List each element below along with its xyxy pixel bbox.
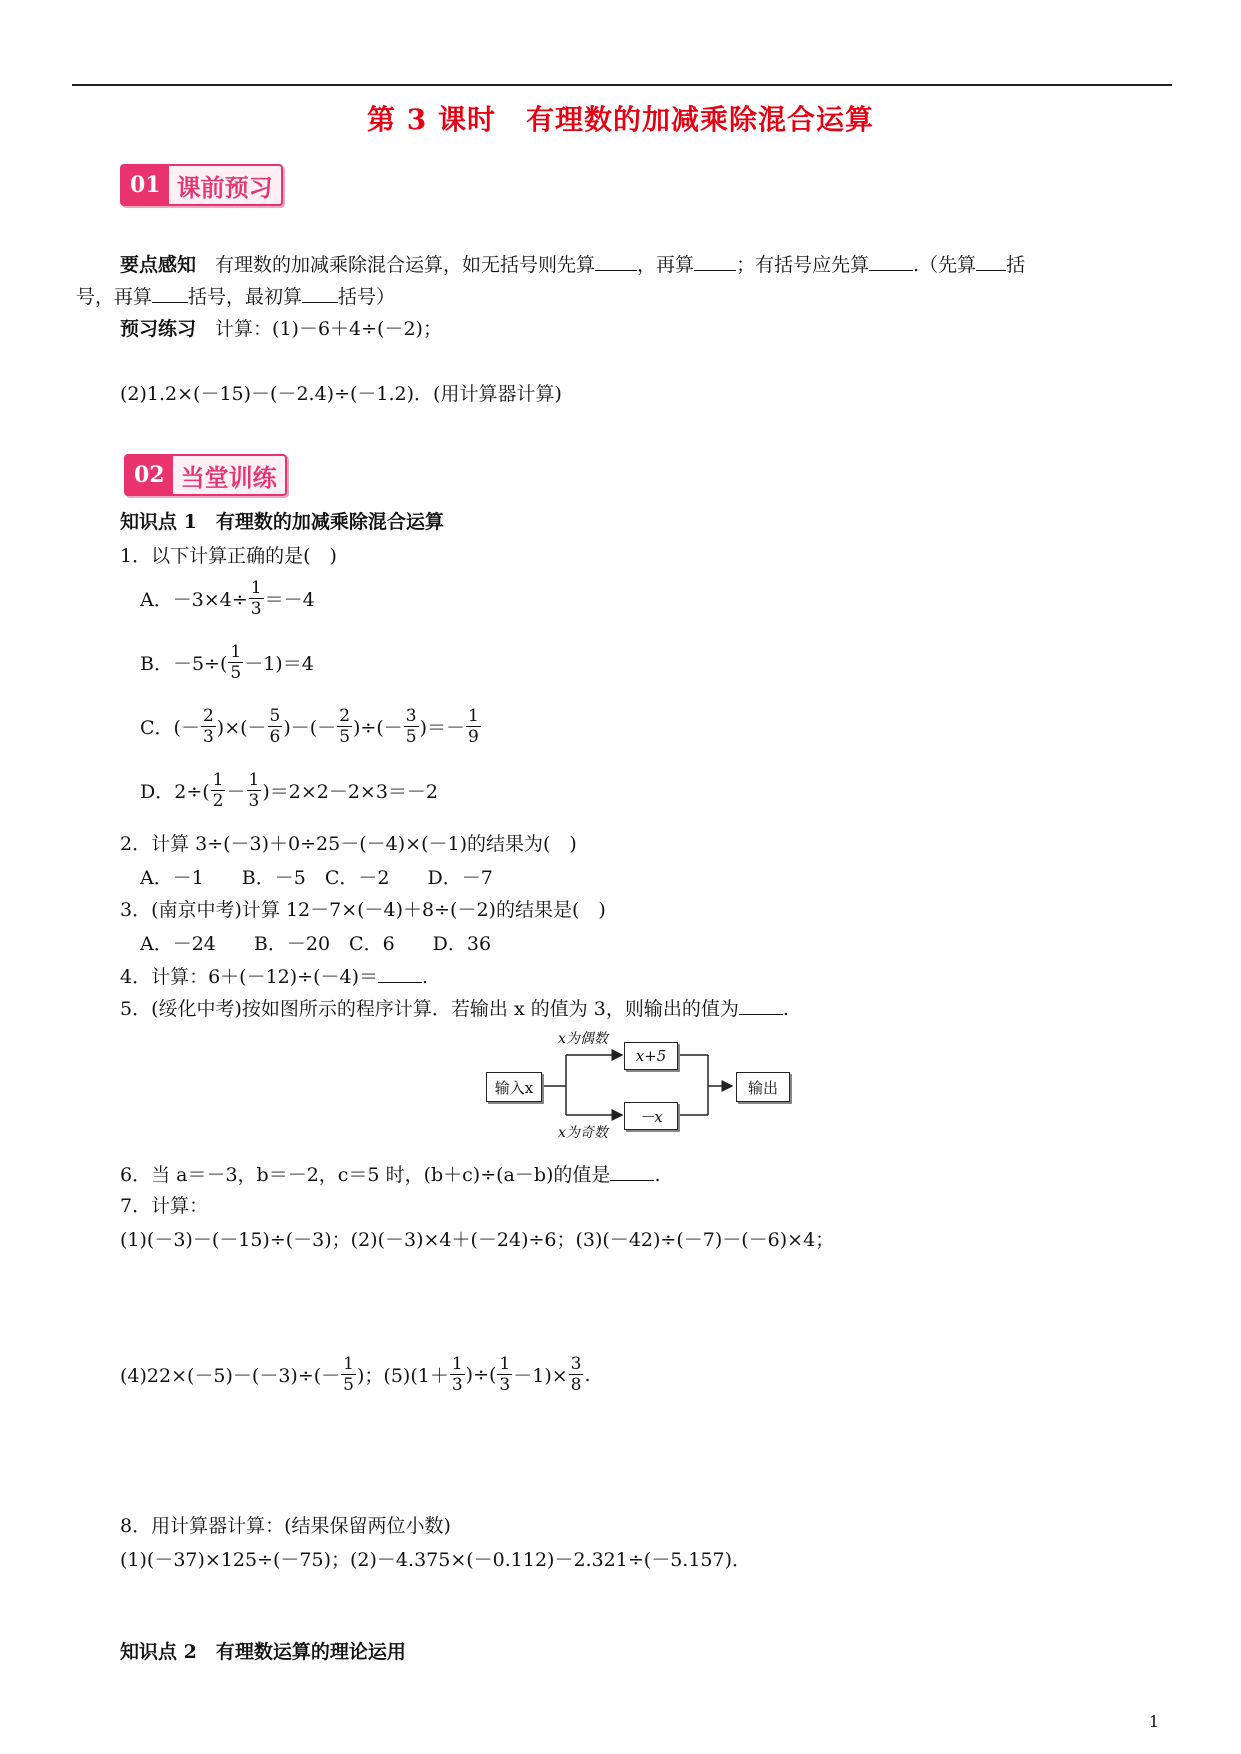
section-number: 02: [126, 456, 173, 494]
numerator: 1: [248, 770, 260, 790]
blank[interactable]: [152, 284, 188, 303]
text: )＝2×2－2×3＝－2: [262, 781, 439, 803]
numerator: 2: [339, 706, 351, 726]
text: －1)＝4: [244, 653, 314, 675]
text: C．(－: [140, 717, 200, 739]
numerator: 1: [212, 770, 224, 790]
flowchart: [486, 1028, 796, 1140]
question-1-stem: 1．以下计算正确的是( ): [120, 545, 337, 567]
blank[interactable]: [595, 252, 637, 271]
blank[interactable]: [869, 252, 913, 271]
text: .: [584, 1363, 591, 1386]
odd-label: x为奇数: [558, 1125, 608, 1141]
numerator: 3: [570, 1354, 582, 1374]
q1-option-a[interactable]: [140, 578, 315, 619]
numerator: 1: [499, 1354, 511, 1374]
input-box: 输入x: [486, 1072, 542, 1102]
fraction: [211, 770, 226, 811]
text: B．－5÷(: [140, 653, 228, 675]
denominator: 3: [250, 599, 262, 619]
text: ；有括号应先算: [736, 254, 870, 276]
lesson-number: 第 3 课时: [367, 103, 496, 136]
key-points-label: 要点感知: [120, 254, 197, 276]
text: .: [422, 966, 429, 988]
q1-option-b[interactable]: [140, 642, 314, 683]
blank[interactable]: [694, 252, 736, 271]
blank[interactable]: [302, 284, 338, 303]
text: D．2÷(: [140, 781, 210, 803]
section-label: 课前预习: [176, 172, 273, 202]
text: )÷(: [465, 1363, 497, 1386]
text: .（先算: [913, 254, 977, 276]
q1-option-c[interactable]: [140, 706, 482, 747]
fraction: [268, 706, 283, 747]
section-badge-preview: [120, 164, 283, 206]
numerator: 1: [451, 1354, 463, 1374]
text: －1)×: [513, 1365, 568, 1387]
section-label: 当堂训练: [180, 462, 277, 492]
text: 括号，最初算: [188, 286, 303, 308]
output-box: 输出: [736, 1072, 790, 1102]
question-3-options[interactable]: A．－24 B．－20 C．6 D．36: [140, 933, 492, 955]
denominator: 3: [499, 1375, 511, 1395]
fraction: [569, 1354, 584, 1395]
answer-blank[interactable]: [378, 964, 422, 983]
fraction: [249, 578, 264, 619]
fraction: [228, 642, 243, 683]
key-points-line2: [76, 284, 395, 309]
fraction: [201, 706, 216, 747]
page-title: [0, 98, 1241, 138]
denominator: 6: [269, 727, 281, 747]
question-2-options[interactable]: A．－1 B．－5 C．－2 D．－7: [140, 867, 493, 889]
text: 括: [1006, 254, 1026, 276]
section-badge-practice: [124, 454, 287, 496]
section-number: 01: [122, 166, 169, 204]
top-rule: [72, 84, 1172, 86]
numerator: 1: [230, 642, 242, 662]
numerator: 3: [405, 706, 417, 726]
question-8-stem: 8．用计算器计算：(结果保留两位小数): [120, 1515, 451, 1537]
denominator: 8: [570, 1375, 582, 1395]
question-7-parts-1-3: (1)(－3)－(－15)÷(－3)；(2)(－3)×4＋(－24)÷6；(3)(－42)÷(－7)－(－6)×4；: [120, 1229, 835, 1251]
numerator: 1: [343, 1354, 354, 1374]
fraction: [337, 706, 352, 747]
text: 有理数的加减乘除混合运算，如无括号则先算: [215, 254, 596, 276]
denominator: 2: [212, 791, 224, 811]
odd-op-box: －x: [624, 1102, 678, 1130]
numerator: 5: [269, 706, 281, 726]
numerator: 1: [468, 706, 479, 726]
text: )÷(－: [353, 717, 403, 739]
text: )×(－: [216, 717, 267, 739]
text: A．－3×4÷: [140, 589, 248, 611]
key-points-line1: [120, 252, 1025, 277]
denominator: 5: [405, 727, 417, 747]
blank[interactable]: [976, 252, 1006, 271]
question-3-stem: 3．(南京中考)计算 12－7×(－4)＋8÷(－2)的结果是( ): [120, 899, 606, 921]
text: 括号）: [338, 286, 396, 308]
denominator: 3: [248, 791, 260, 811]
denominator: 5: [343, 1375, 354, 1395]
text: 4．计算：6＋(－12)÷(－4)＝: [120, 966, 379, 988]
text: .: [654, 1164, 661, 1186]
text: ，再算: [637, 254, 695, 276]
numerator: 2: [202, 706, 214, 726]
text: 号，再算: [76, 286, 153, 308]
fraction: [404, 706, 419, 747]
question-8-parts: (1)(－37)×125÷(－75)；(2)－4.375×(－0.112)－2.321÷(－5.157)．: [120, 1549, 751, 1571]
knowledge-point-1: 知识点 1 有理数的加减乘除混合运算: [120, 511, 444, 533]
fraction: [450, 1354, 465, 1395]
fraction: [497, 1354, 512, 1395]
question-4: [120, 964, 428, 989]
denominator: 3: [451, 1375, 463, 1395]
lesson-title: 有理数的加减乘除混合运算: [525, 103, 874, 136]
q1-option-d[interactable]: [140, 770, 438, 811]
denominator: 5: [230, 663, 242, 683]
text: －: [226, 781, 246, 803]
fraction: [341, 1354, 356, 1395]
denominator: 5: [339, 727, 351, 747]
denominator: 9: [468, 727, 479, 747]
preview-practice: [120, 317, 442, 341]
text: 6．当 a＝－3，b＝－2，c＝5 时，(b＋c)÷(a－b)的值是: [120, 1164, 611, 1186]
text: )；(5)(1＋: [357, 1365, 449, 1387]
answer-blank[interactable]: [739, 996, 783, 1015]
text: (4)22×(－5)－(－3)÷(－: [120, 1365, 341, 1387]
fraction: [466, 706, 481, 747]
even-label: x为偶数: [558, 1031, 608, 1047]
text: )＝－: [419, 717, 466, 739]
denominator: 3: [202, 727, 214, 747]
numerator: 1: [250, 578, 262, 598]
knowledge-point-2: 知识点 2 有理数运算的理论运用: [120, 1641, 406, 1663]
even-op-box: x+5: [624, 1042, 678, 1070]
preview-q2: (2)1.2×(－15)－(－2.4)÷(－1.2)．(用计算器计算): [120, 383, 562, 405]
question-7-parts-4-5: [120, 1354, 591, 1395]
answer-blank[interactable]: [610, 1162, 654, 1181]
page-number: 1: [1148, 1712, 1159, 1731]
preview-q1: 计算：(1)－6＋4÷(－2)；: [215, 318, 442, 340]
question-7-stem: 7．计算：: [120, 1195, 209, 1217]
question-2-stem: 2．计算 3÷(－3)＋0÷25－(－4)×(－1)的结果为( ): [120, 833, 577, 855]
text: .: [782, 998, 789, 1020]
question-6: [120, 1162, 660, 1187]
question-5: [120, 996, 789, 1021]
text: 5．(绥化中考)按如图所示的程序计算．若输出 x 的值为 3，则输出的值为: [120, 998, 739, 1020]
text: ＝－4: [264, 589, 315, 611]
fraction: [247, 770, 262, 811]
preview-label: 预习练习: [120, 318, 197, 340]
text: )－(－: [283, 717, 337, 739]
